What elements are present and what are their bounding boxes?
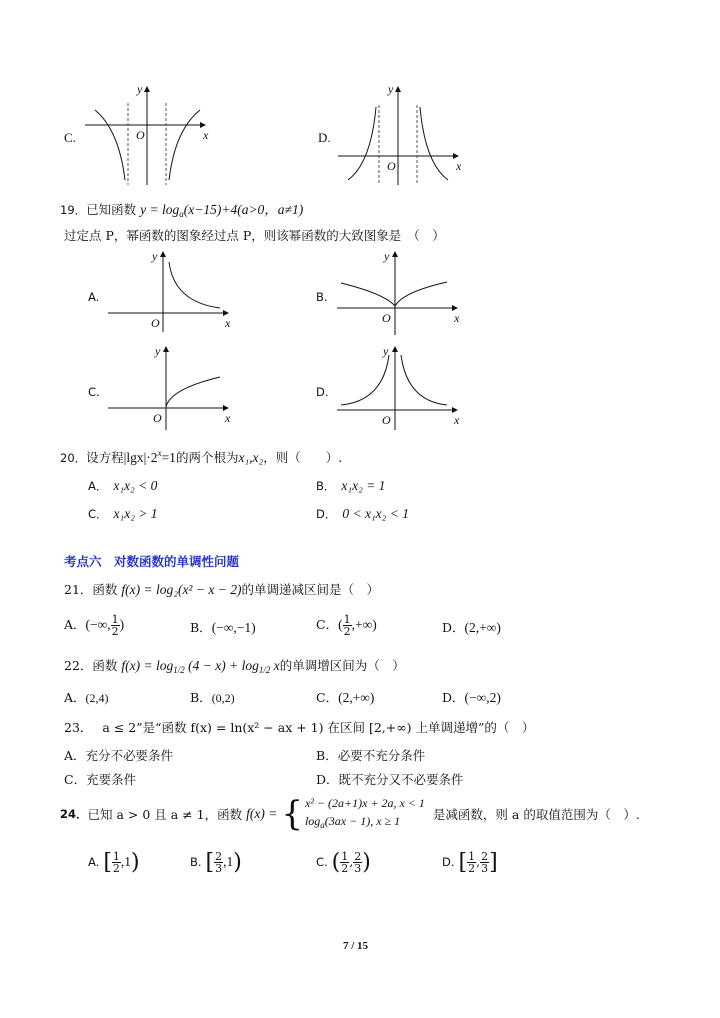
x-axis-label: x xyxy=(454,413,460,427)
x-axis-label: x xyxy=(456,159,462,173)
q22-stem: 22．函数 $f(x) = \log_{1/2} (4 - x) + \log_{1/2} x$的单调增区间为（ ） xyxy=(64,658,405,675)
curve-left xyxy=(95,110,125,180)
piecewise-brace: { xyxy=(281,794,303,834)
q23-option-b[interactable]: B．必要不充分条件 xyxy=(316,748,426,763)
y-axis-label: y xyxy=(152,249,158,263)
q19-stem-line-2 xyxy=(64,226,445,244)
q20-stem: 20．设方程$|\lg x|\cdot 2^x=1$的两个根为x₁,x₂，则（ ）. xyxy=(60,448,343,465)
piecewise-cases xyxy=(305,794,425,834)
stem-text-2: 过定点 P，幂函数的图象经过点 P，则该幂函数的大致图象是 xyxy=(64,228,402,243)
curve xyxy=(169,262,220,308)
x-axis-label: x xyxy=(203,128,209,142)
q19-option-c-label: C. xyxy=(88,385,100,399)
q23-stem xyxy=(64,718,534,736)
page-number: 7 / 15 xyxy=(343,940,369,952)
origin-label: O xyxy=(382,413,391,427)
q21-option-a[interactable]: A．(−∞, $\frac{1}{2}$ ) xyxy=(64,613,125,638)
q23-option-d[interactable]: D．既不充分又不必要条件 xyxy=(316,772,464,787)
curve-right xyxy=(420,107,448,180)
x-axis-label: x xyxy=(454,311,460,325)
formula: f(x) = log₂(x² − x − 2) xyxy=(121,582,242,597)
q23-option-a[interactable]: A．充分不必要条件 xyxy=(64,748,174,763)
curve xyxy=(341,282,447,306)
origin-label: O xyxy=(136,128,145,142)
q18-option-d-graph xyxy=(338,82,468,190)
q22-option-a[interactable]: A．(2,4) xyxy=(64,690,109,705)
q24-stem xyxy=(60,794,640,834)
stem-text: 已知 a > 0 且 a ≠ 1，函数 xyxy=(87,807,243,822)
q19-option-a-label: A. xyxy=(88,290,100,304)
q22-option-b[interactable]: B．(0,2) xyxy=(190,690,235,705)
y-axis-label: y xyxy=(137,82,143,96)
q23-option-c[interactable]: C．充要条件 xyxy=(64,772,137,787)
q20-option-b[interactable]: B． x₁x₂ = 1 xyxy=(316,478,386,493)
y-axis-label: y xyxy=(388,82,394,96)
formula: f(x) = xyxy=(246,806,278,821)
y-axis-label: y xyxy=(383,344,389,358)
q22-option-c[interactable]: C．(2,+∞) xyxy=(316,690,375,705)
piecewise-case-1: x² − (2a+1)x + 2a, x < 1 xyxy=(304,796,425,810)
q20-option-a[interactable]: A． x₁x₂ < 0 xyxy=(88,478,158,493)
question-number: 19． xyxy=(60,203,87,217)
origin-label: O xyxy=(151,316,160,330)
x-axis-label: x xyxy=(225,411,231,425)
q18-option-d-label: D. xyxy=(318,130,331,145)
q18-option-c-label: C. xyxy=(64,130,76,145)
origin-label: O xyxy=(387,159,396,173)
curve-left xyxy=(341,355,389,405)
q24-option-c[interactable]: C. ( $\frac{1}{2}$ , $\frac{2}{3}$ ) xyxy=(316,850,371,875)
question-number: 23． xyxy=(64,720,93,735)
x-axis-label: x xyxy=(225,316,231,330)
q24-option-d[interactable]: D. [ $\frac{1}{2}$ , $\frac{2}{3}$ ] xyxy=(442,850,498,875)
question-number: 24． xyxy=(60,807,88,821)
origin-label: O xyxy=(382,311,391,325)
y-axis-label: y xyxy=(384,249,390,263)
curve-left xyxy=(348,107,376,180)
q19-stem: 19．已知函数 $y = \log_a(x-15)+4(a>0$，a≠1) xyxy=(60,202,304,219)
q19-option-c-graph xyxy=(108,345,238,430)
question-number: 20． xyxy=(60,451,87,465)
q19-option-b-label: B. xyxy=(316,290,328,304)
stem-text: 已知函数 xyxy=(86,202,137,217)
q19-option-d-label: D. xyxy=(316,385,329,399)
piecewise-case-2: $\log_a(3ax - 1)$, x ≥ 1 xyxy=(304,814,401,830)
curve xyxy=(166,377,220,407)
q20-option-c[interactable]: C． x₁x₂ > 1 xyxy=(88,506,158,521)
section-heading: 考点六 对数函数的单调性问题 xyxy=(64,554,240,569)
q22-option-d[interactable]: D．(−∞,2) xyxy=(442,690,501,705)
formula: |lgx|·2 xyxy=(123,450,158,465)
q24-option-a[interactable]: A. [ $\frac{1}{2}$ ,1) xyxy=(88,850,140,875)
stem-text: a ≤ 2”是“函数 f(x) = ln(x² − ax + 1) 在区间 [2,+∞) 上单调递增”的（ ） xyxy=(102,720,535,735)
q20-option-d[interactable]: D． 0 < x₁x₂ < 1 xyxy=(316,506,409,521)
q24-stem-post: 是减函数，则 a 的取值范围为（ ）. xyxy=(432,807,640,822)
q18-option-c-graph xyxy=(85,82,215,190)
question-number: 22． xyxy=(64,658,93,673)
q19-option-a-graph xyxy=(108,250,238,335)
y-axis-label: y xyxy=(155,344,161,358)
question-number: 21． xyxy=(64,582,93,597)
origin-label: O xyxy=(153,411,162,425)
q19-option-b-graph xyxy=(337,250,467,335)
formula: y = log xyxy=(140,202,180,217)
q21-stem: 21．函数 f(x) = log₂(x² − x − 2)的单调递减区间是（ ） xyxy=(64,582,379,597)
curve-right xyxy=(401,355,447,405)
q21-option-b[interactable]: B．(−∞,−1) xyxy=(190,620,256,635)
q19-option-d-graph xyxy=(337,345,467,430)
curve-right xyxy=(169,110,200,180)
q21-option-d[interactable]: D．(2,+∞) xyxy=(442,620,501,635)
q21-option-c[interactable]: C．( $\frac{1}{2}$ ,+∞) xyxy=(316,613,377,638)
q19-answer-paren: （ ） xyxy=(407,228,445,243)
q24-option-b[interactable]: B. [ $\frac{2}{3}$ ,1) xyxy=(190,850,242,875)
